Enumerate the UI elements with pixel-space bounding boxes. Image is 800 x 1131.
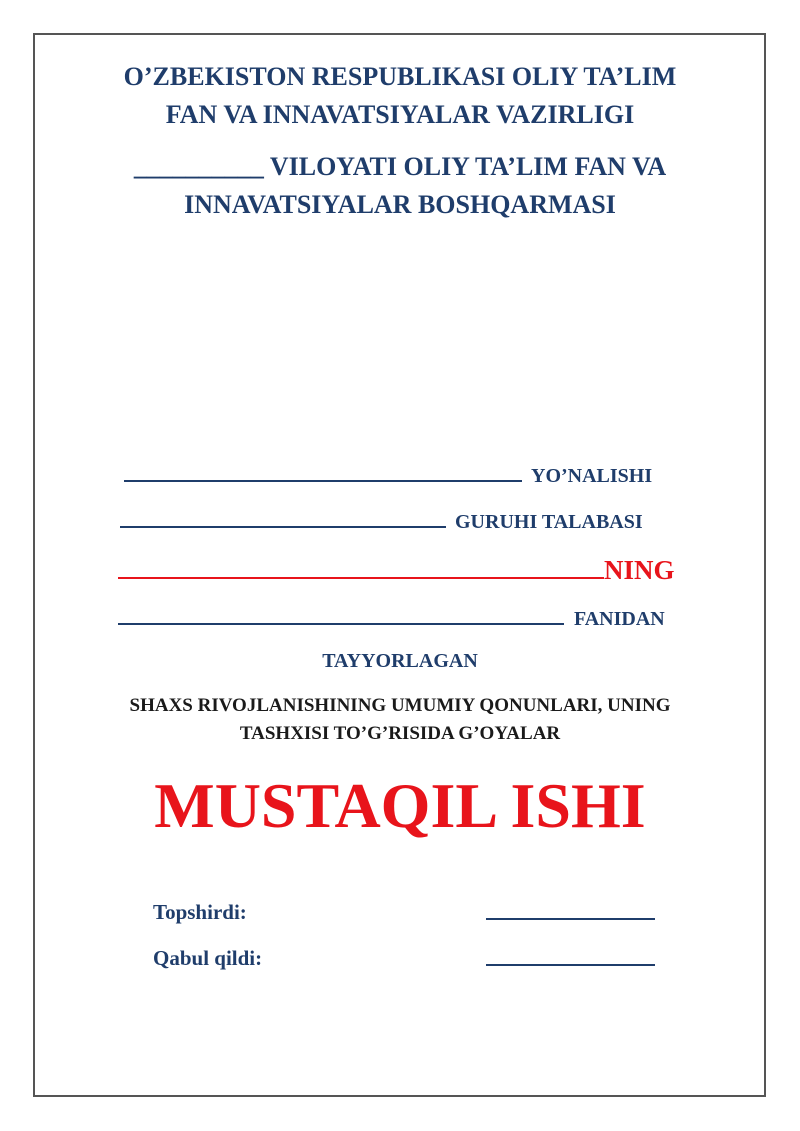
direction-label: YO’NALISHI [531, 465, 653, 487]
accepted-signature-blank [486, 946, 655, 966]
region-line-1 [0, 148, 800, 186]
topic-line-1: SHAXS RIVOJLANISHINING UMUMIY QONUNLARI, UNING [129, 695, 671, 716]
region-blank: __________ [133, 152, 264, 181]
ministry-line-1: O’ZBEKISTON RESPUBLIKASI OLIY TA’LIM [123, 62, 677, 91]
topic-line-2: TASHXISI TO’G’RISIDA G’OYALAR [239, 723, 561, 744]
direction-row [124, 462, 652, 488]
subject-label: FANIDAN [574, 608, 665, 630]
submitted-signature-blank [486, 900, 655, 920]
submitted-label: Topshirdi: [153, 900, 247, 924]
group-row [120, 508, 643, 534]
student-name-blank [118, 553, 604, 579]
group-label: GURUHI TALABASI [455, 511, 643, 533]
prepared-label: TAYYORLAGAN [322, 650, 478, 672]
document-title: MUSTAQIL ISHI [154, 770, 646, 841]
direction-blank [124, 462, 522, 482]
subject-row [118, 605, 665, 631]
accepted-signature-row [486, 946, 655, 972]
student-row [118, 553, 675, 586]
group-blank [120, 508, 446, 528]
ministry-line-2: FAN VA INNAVATSIYALAR VAZIRLIGI [165, 100, 635, 129]
region-line-1-text: VILOYATI OLIY TA’LIM FAN VA [263, 152, 667, 181]
student-suffix: NING [604, 555, 675, 585]
submitted-signature-row [486, 900, 655, 926]
subject-blank [118, 605, 564, 625]
region-line-2: INNAVATSIYALAR BOSHQARMASI [184, 190, 616, 219]
accepted-label: Qabul qildi: [153, 946, 263, 970]
